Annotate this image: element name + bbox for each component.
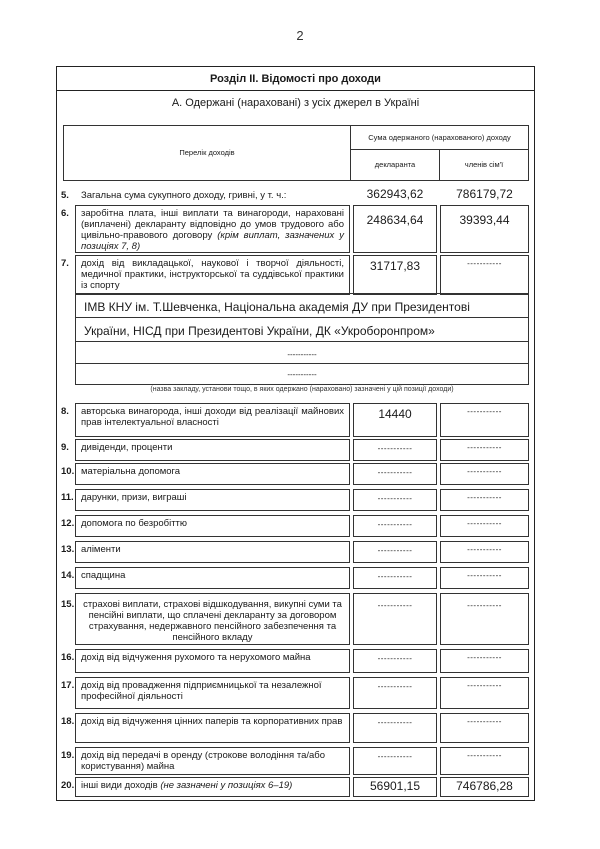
table-row (57, 747, 536, 775)
row-text: дохід від передачі в оренду (строкове володіння та/або користування) майна (81, 750, 326, 772)
row-text: матеріальна допомога (81, 466, 181, 477)
row-note: (не зазначені у позиціях 6–19) (160, 780, 293, 791)
family-value: 39393,44 (459, 213, 510, 227)
declarant-value: ----------- (377, 718, 413, 727)
table-row (57, 187, 536, 203)
declarant-value: ----------- (377, 494, 413, 503)
institution-dash-1: ----------- (287, 350, 317, 359)
page-number: 2 (296, 28, 304, 43)
family-value: ----------- (467, 545, 502, 554)
row-number: 16. (61, 652, 75, 663)
row-number: 19. (61, 750, 75, 761)
table-row (57, 403, 536, 437)
row-text: допомога по безробіттю (81, 518, 188, 529)
row-text: спадщина (81, 570, 126, 581)
institution-dash-2: ----------- (287, 370, 317, 379)
declarant-value: ----------- (377, 520, 413, 529)
row-note: (крім виплат, зазначених у позиціях 7, 8) (81, 230, 344, 252)
income-section (56, 66, 535, 801)
row-number: 18. (61, 716, 75, 727)
family-value: ----------- (467, 467, 502, 476)
family-value: ----------- (467, 407, 502, 416)
row-number: 5. (61, 190, 69, 201)
table-row (57, 541, 536, 563)
header-family: членів сім'ї (464, 160, 504, 169)
row-number: 14. (61, 570, 75, 581)
table-row (57, 593, 536, 645)
row-text: дохід від відчуження рухомого та нерухомого майна (81, 652, 311, 663)
row-number: 6. (61, 208, 69, 219)
declarant-value: 248634,64 (366, 213, 424, 227)
declarant-value: 31717,83 (369, 259, 421, 273)
row-text: заробітна плата, інші виплати та винагороди, нараховані (виплачені) декларанту відповідно до умов трудового або цивільно-правового договору (81, 208, 344, 241)
institution-line-2: України, НІСД при Президентові України, ДК «Укроборонпром» (84, 324, 435, 338)
institutions-block (75, 293, 529, 385)
declarant-value: ----------- (377, 444, 413, 453)
institutions-caption: (назва закладу, установи тощо, в яких одержано (нараховано) зазначені у цій позиції доходи) (150, 386, 454, 393)
table-row (57, 713, 536, 743)
table-row (57, 515, 536, 537)
row-number: 12. (61, 518, 75, 529)
row-text: дивіденди, проценти (81, 442, 173, 453)
table-row (57, 439, 536, 461)
section-subtitle: А. Одержані (нараховані) з усіх джерел в Україні (171, 97, 420, 109)
family-value: ----------- (467, 443, 502, 452)
row-text: дохід від відчуження цінних паперів та корпоративних прав (81, 716, 343, 727)
family-value: ----------- (467, 259, 502, 268)
header-amount: Сума одержаного (нарахованого) доходу (351, 126, 528, 150)
row-number: 8. (61, 406, 69, 417)
family-value: ----------- (467, 493, 502, 502)
table-row (57, 777, 536, 797)
section-title: Розділ ІІ. Відомості про доходи (57, 67, 534, 91)
declarant-value: ----------- (377, 752, 413, 761)
family-value: 786179,72 (456, 187, 513, 201)
table-row (57, 255, 536, 295)
table-row (57, 463, 536, 485)
family-value: ----------- (467, 751, 502, 760)
row-text-wrap (81, 780, 344, 791)
row-number: 17. (61, 680, 75, 691)
row-text-wrap (81, 208, 344, 252)
declarant-value: ----------- (377, 546, 413, 555)
row-number: 13. (61, 544, 75, 555)
declarant-value: ----------- (377, 468, 413, 477)
row-text: дохід від викладацької, наукової і творчої діяльності, медичної практики, інструкторської та суддівської практики із спорту (81, 258, 344, 291)
family-value: ----------- (467, 601, 502, 610)
declarant-value: ----------- (377, 601, 413, 610)
row-number: 9. (61, 442, 69, 453)
family-value: ----------- (467, 653, 502, 662)
row-text: дарунки, призи, виграші (81, 492, 187, 503)
family-value: ----------- (467, 519, 502, 528)
row-number: 15. (61, 599, 75, 610)
family-value: ----------- (467, 681, 502, 690)
header-income-list: Перелік доходів (64, 126, 351, 180)
institution-line-1: ІМВ КНУ ім. Т.Шевченка, Національна академія ДУ при Президентові (84, 300, 470, 314)
table-row (57, 649, 536, 673)
row-number: 10. (61, 466, 75, 477)
header-declarant: декларанта (351, 150, 440, 180)
row-text: інші види доходів (81, 780, 158, 791)
declarant-value: 362943,62 (366, 187, 424, 201)
row-number: 7. (61, 258, 69, 269)
table-row (57, 677, 536, 709)
declarant-value: ----------- (377, 654, 413, 663)
row-text: авторська винагорода, інші доходи від реалізації майнових прав інтелектуальної власності (81, 406, 344, 428)
declarant-value: 56901,15 (369, 779, 421, 793)
row-text: страхові виплати, страхові відшкодування, викупні суми та пенсійні виплати, що сплачені декларанту за договором страхування, недержавного пенсійного забезпечення та пенсійного вкладу (83, 599, 342, 643)
table-row (57, 567, 536, 589)
row-text: дохід від провадження підприємницької та незалежної професійної діяльності (81, 680, 322, 702)
table-row (57, 205, 536, 253)
table-row (57, 489, 536, 511)
row-text: аліменти (81, 544, 121, 555)
declarant-value: 14440 (378, 407, 412, 421)
family-value: 746786,28 (456, 779, 513, 793)
row-number: 20. (61, 780, 75, 791)
row-text: Загальна сума сукупного доходу, гривні, у т. ч.: (81, 190, 287, 201)
table-header (63, 125, 529, 181)
family-value: ----------- (467, 571, 502, 580)
row-number: 11. (61, 492, 74, 503)
declarant-value: ----------- (377, 572, 413, 581)
family-value: ----------- (467, 717, 502, 726)
declarant-value: ----------- (377, 682, 413, 691)
